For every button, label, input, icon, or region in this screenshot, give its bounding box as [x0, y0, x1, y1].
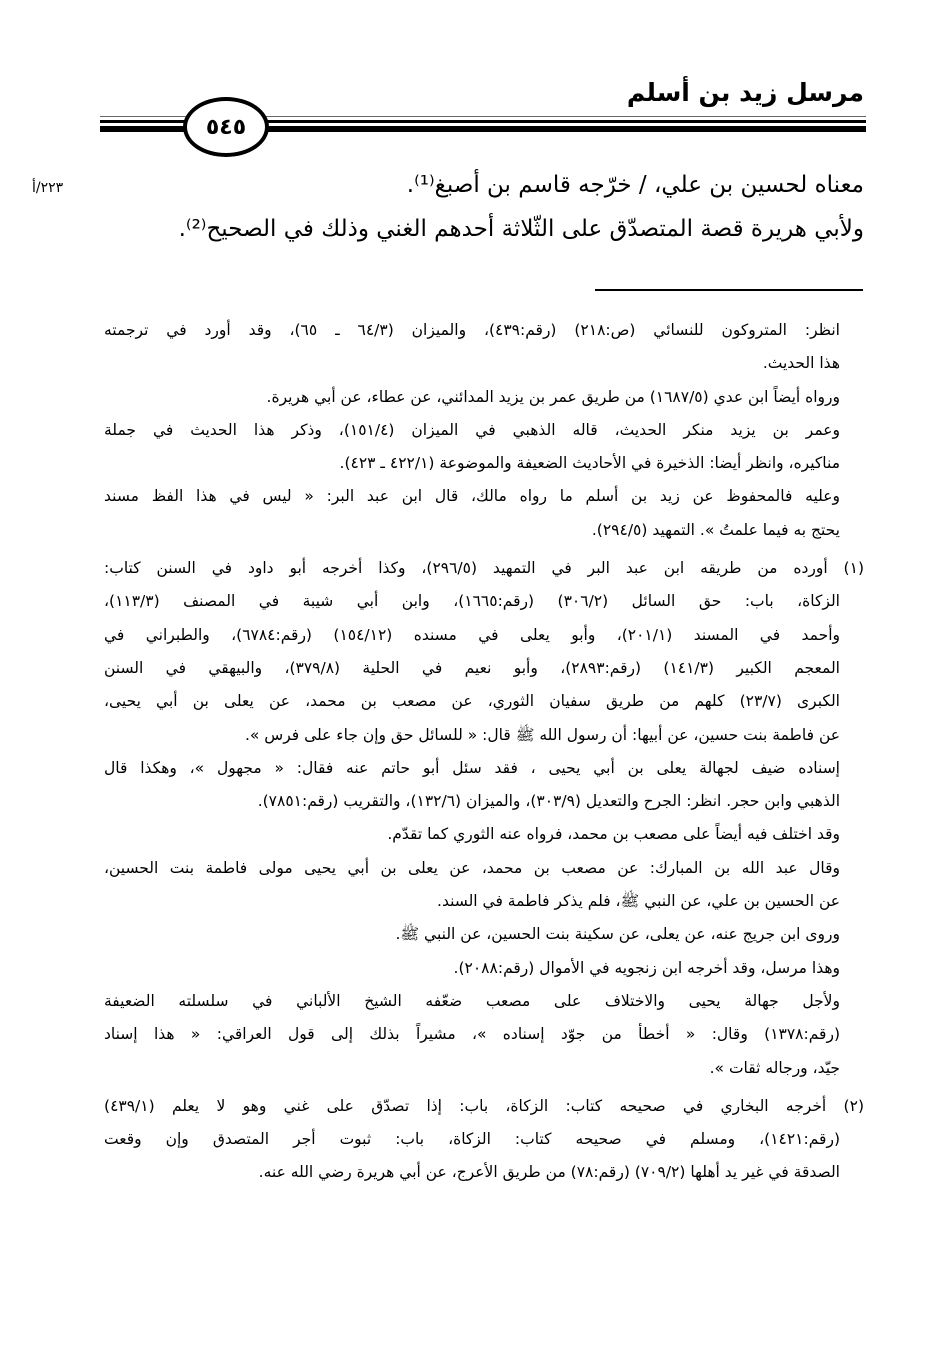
footnote-line: (١) أورده من طريقه ابن عبد البر في التمهيد (٢٩٦/٥)، وكذا أخرجه أبو داود في السنن كتاب: — [104, 559, 864, 578]
footnote-line: المعجم الكبير (١٤١/٣) (رقم:٢٨٩٣)، وأبو نعيم في الحلية (٣٧٩/٨)، والبيهقي في السنن — [104, 658, 840, 677]
footnote-line: الزكاة، باب: حق السائل (٣٠٦/٢) (رقم:١٦٦٥)، وابن أبي شيبة في المصنف (١١٣/٣)، — [104, 592, 840, 611]
footnote-line: وهذا مرسل، وقد أخرجه ابن زنجويه في الأموال (رقم:٢٠٨٨). — [453, 958, 840, 977]
footnote-line: ولأجل جهالة يحيى والاختلاف على مصعب ضعّفه الشيخ الألباني في سلسلته الضعيفة — [104, 991, 840, 1010]
footnote-line: وقد اختلف فيه أيضاً على مصعب بن محمد، فرواه عنه الثوري كما تقدّم. — [387, 825, 840, 844]
footnote-line: الذهبي وابن حجر. انظر: الجرح والتعديل (٣٠٣/٩)، والميزان (١٣٢/٦)، والتقريب (رقم:٧٨٥١). — [257, 792, 840, 811]
page-number: ٥٤٥ — [183, 97, 269, 157]
manuscript-folio-note: ٢٢٣/أ — [32, 180, 64, 196]
footnote-line: يحتج به فيما علمتُ ». التمهيد (٢٩٤/٥). — [591, 520, 840, 539]
footnote-line: وروى ابن جريج عنه، عن يعلى، عن سكينة بنت الحسين، عن النبي ﷺ. — [395, 925, 840, 944]
footnote-line: (٢) أخرجه البخاري في صحيحه كتاب: الزكاة، باب: إذا تصدّق على غني وهو لا يعلم (٤٣٩/١) — [104, 1096, 864, 1115]
footnote-line: ورواه أيضاً ابن عدي (١٦٨٧/٥) من طريق عمر بن يزيد المدائني، عن عطاء، عن أبي هريرة. — [266, 387, 840, 406]
body-line: ولأبي هريرة قصة المتصدّق على الثّلاثة أحدهم الغني وذلك في الصحيح⁽²⁾. — [178, 216, 864, 242]
footnote-line: (رقم:١٤٢١)، ومسلم في صحيحه كتاب: الزكاة، باب: ثبوت أجر المتصدق وإن وقعت — [104, 1130, 840, 1149]
footnote-line: وعمر بن يزيد منكر الحديث، قاله الذهبي في الميزان (١٥١/٤)، وذكر هذا الحديث في جملة — [104, 420, 840, 439]
footnote-line: وقال عبد الله بن المبارك: عن مصعب بن محمد، عن يعلى بن أبي يحيى مولى فاطمة بنت الحسين، — [104, 858, 840, 877]
footnote-line: الصدقة في غير يد أهلها (٧٠٩/٢) (رقم:٧٨) من طريق الأعرج، عن أبي هريرة رضي الله عنه. — [258, 1163, 840, 1182]
footnote-line: عن الحسين بن علي، عن النبي ﷺ، فلم يذكر فاطمة في السند. — [437, 892, 840, 911]
footnote-line: وأحمد في المسند (٢٠١/١)، وأبو يعلى في مسنده (١٥٤/١٢) (رقم:٦٧٨٤)، والطبراني في — [104, 625, 840, 644]
footnote-line: انظر: المتروكون للنسائي (ص:٢١٨) (رقم:٤٣٩)، والميزان (٦٤/٣ ـ ٦٥)، وقد أورد في ترجمته — [104, 321, 840, 339]
footnote-line: هذا الحديث. — [762, 354, 840, 373]
footnote-line: وعليه فالمحفوظ عن زيد بن أسلم ما رواه مالك، قال ابن عبد البر: « ليس في هذا الفظ مسند — [104, 487, 840, 506]
running-header-title: مرسل زيد بن أسلم — [626, 78, 864, 107]
footnote-line: الكبرى (٢٣/٧) كلهم من طريق سفيان الثوري، عن مصعب بن محمد، عن يعلى بن أبي يحيى، — [104, 692, 840, 711]
footnote-separator — [595, 289, 863, 291]
footnote-line: مناكيره، وانظر أيضا: الذخيرة في الأحاديث الضعيفة والموضوعة (٤٢٢/١ ـ ٤٢٣). — [339, 454, 840, 473]
footnotes — [104, 314, 864, 1190]
body-line: معناه لحسين بن علي، / خرّجه قاسم بن أصبغ⁽¹⁾. — [406, 172, 864, 198]
footnote-line: (رقم:١٣٧٨) وقال: « أخطأ من جوّد إسناده »، مشيراً بذلك إلى قول العراقي: « هذا إسناد — [104, 1025, 840, 1044]
footnote-continuation — [104, 314, 840, 547]
footnote-line: عن فاطمة بنت حسين، عن أبيها: أن رسول الله ﷺ قال: « للسائل حق وإن جاء على فرس ». — [244, 725, 840, 744]
footnote-1 — [104, 552, 864, 1085]
footnote-2 — [104, 1090, 864, 1190]
footnote-line: جيّد، ورجاله ثقات ». — [709, 1058, 840, 1077]
footnote-line: إسناده ضيف لجهالة يعلى بن أبي يحيى ، فقد سئل أبو حاتم عنه فقال: « مجهول »، وهكذا قال — [104, 758, 840, 777]
